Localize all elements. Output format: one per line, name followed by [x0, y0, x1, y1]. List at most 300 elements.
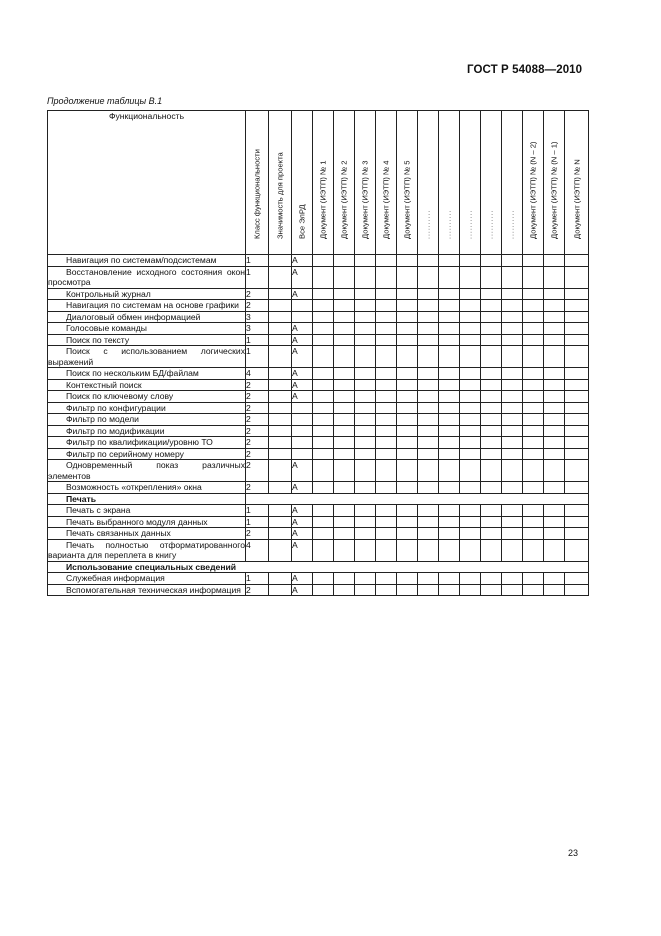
document-cell [544, 300, 565, 312]
document-cell [481, 528, 502, 540]
document-cell [439, 311, 460, 323]
document-cell [418, 323, 439, 335]
document-cell [313, 425, 334, 437]
document-cell [460, 300, 481, 312]
document-cell [502, 379, 523, 391]
functionality-cell [48, 482, 246, 494]
document-cell [439, 425, 460, 437]
document-cell [355, 573, 376, 585]
document-cell [460, 368, 481, 380]
column-header-6 [355, 111, 376, 255]
column-header-label: .......... [445, 209, 453, 239]
column-header-11 [460, 111, 481, 255]
document-cell [313, 505, 334, 517]
document-cell [481, 334, 502, 346]
document-cell [439, 414, 460, 426]
table-row [48, 334, 589, 346]
functionality-text: Фильтр по серийному номеру [66, 448, 184, 459]
document-cell [565, 528, 589, 540]
document-cell [544, 516, 565, 528]
class-cell: 3 [246, 311, 269, 323]
document-cell [439, 379, 460, 391]
all-elrd-cell [292, 425, 313, 437]
document-cell [418, 379, 439, 391]
document-cell [376, 460, 397, 482]
class-cell: 4 [246, 368, 269, 380]
document-cell [502, 448, 523, 460]
document-cell [334, 311, 355, 323]
document-cell [523, 573, 544, 585]
document-cell [397, 448, 418, 460]
column-header-label: .......... [487, 209, 495, 239]
column-header-label: .......... [508, 209, 516, 239]
functionality-text: Поиск по тексту [66, 334, 130, 345]
document-cell [418, 391, 439, 403]
document-cell [376, 288, 397, 300]
table-row [48, 414, 589, 426]
document-cell [355, 402, 376, 414]
document-cell [313, 300, 334, 312]
document-cell [355, 425, 376, 437]
document-cell [460, 391, 481, 403]
document-cell [565, 414, 589, 426]
functionality-text: Использование специальных сведений [66, 561, 237, 572]
all-elrd-cell: А [292, 266, 313, 288]
functionality-cell [48, 311, 246, 323]
column-header-4 [313, 111, 334, 255]
section-empty-cell [246, 493, 589, 505]
document-cell [481, 346, 502, 368]
column-header-10 [439, 111, 460, 255]
document-cell [376, 482, 397, 494]
document-cell [397, 460, 418, 482]
functionality-text: Печать [66, 493, 97, 504]
document-cell [502, 391, 523, 403]
all-elrd-cell: А [292, 368, 313, 380]
document-cell [376, 573, 397, 585]
all-elrd-cell: А [292, 379, 313, 391]
document-cell [313, 402, 334, 414]
document-cell [418, 425, 439, 437]
document-cell [355, 437, 376, 449]
document-cell [565, 368, 589, 380]
table-row [48, 573, 589, 585]
functionality-text: Восстановление исходного состояния окон просмотра [48, 266, 245, 287]
table-row [48, 425, 589, 437]
document-cell [397, 584, 418, 596]
document-cell [397, 437, 418, 449]
document-cell [397, 346, 418, 368]
functionality-cell [48, 584, 246, 596]
document-cell [523, 346, 544, 368]
document-cell [460, 539, 481, 561]
column-header-label: Документ (ИЭТП) № 2 [339, 160, 349, 239]
document-cell [460, 255, 481, 267]
functionality-text: Печать полностью отформатированного варианта для переплета в книгу [48, 539, 245, 560]
document-cell [523, 379, 544, 391]
all-elrd-cell: А [292, 539, 313, 561]
document-cell [523, 528, 544, 540]
document-cell [565, 300, 589, 312]
document-cell [376, 300, 397, 312]
document-cell [523, 584, 544, 596]
class-cell: 1 [246, 334, 269, 346]
class-cell: 1 [246, 516, 269, 528]
document-cell [502, 505, 523, 517]
document-cell [481, 539, 502, 561]
functionality-text: Поиск по ключевому слову [66, 391, 174, 401]
document-cell [460, 288, 481, 300]
column-header-label: Документ (ИЭТП) № (N – 2) [528, 141, 538, 239]
all-elrd-cell [292, 311, 313, 323]
document-cell [313, 460, 334, 482]
document-cell [544, 584, 565, 596]
class-cell: 2 [246, 300, 269, 312]
document-cell [376, 437, 397, 449]
document-cell [523, 414, 544, 426]
document-cell [397, 425, 418, 437]
document-cell [418, 573, 439, 585]
column-header-13 [502, 111, 523, 255]
column-header-label: Документ (ИЭТП) № N [572, 159, 581, 239]
table-row [48, 460, 589, 482]
document-cell [460, 505, 481, 517]
functionality-text: Фильтр по квалификации/уровню ТО [66, 437, 213, 447]
document-cell [565, 425, 589, 437]
document-cell [334, 539, 355, 561]
document-cell [460, 425, 481, 437]
significance-cell [269, 379, 292, 391]
document-cell [544, 288, 565, 300]
table-row [48, 528, 589, 540]
document-cell [523, 311, 544, 323]
document-cell [439, 288, 460, 300]
document-cell [565, 346, 589, 368]
functionality-cell [48, 505, 246, 517]
document-cell [355, 255, 376, 267]
document-cell [481, 425, 502, 437]
functionality-cell [48, 437, 246, 449]
column-header-functionality: Функциональность [48, 111, 246, 255]
section-row [48, 561, 589, 573]
document-cell [439, 346, 460, 368]
document-cell [397, 402, 418, 414]
document-cell [376, 379, 397, 391]
functionality-text: Поиск по нескольким БД/файлам [66, 368, 199, 378]
document-cell [397, 539, 418, 561]
document-cell [544, 346, 565, 368]
functionality-text: Навигация по системам на основе графики [66, 300, 239, 310]
document-cell [523, 448, 544, 460]
document-cell [565, 516, 589, 528]
document-cell [439, 516, 460, 528]
document-cell [313, 368, 334, 380]
all-elrd-cell [292, 448, 313, 460]
document-cell [502, 573, 523, 585]
document-cell [460, 323, 481, 335]
column-header-label: .......... [424, 209, 432, 239]
functionality-cell [48, 391, 246, 403]
document-cell [397, 311, 418, 323]
document-cell [376, 346, 397, 368]
column-header-2 [269, 111, 292, 255]
all-elrd-cell: А [292, 505, 313, 517]
document-cell [334, 425, 355, 437]
document-cell [544, 573, 565, 585]
all-elrd-cell [292, 300, 313, 312]
document-cell [439, 402, 460, 414]
table-row [48, 266, 589, 288]
document-cell [502, 288, 523, 300]
document-cell [523, 425, 544, 437]
document-cell [502, 300, 523, 312]
class-cell: 2 [246, 584, 269, 596]
document-cell [376, 414, 397, 426]
document-cell [502, 323, 523, 335]
functionality-text: Навигация по системам/подсистемам [66, 255, 217, 265]
document-cell [334, 368, 355, 380]
document-cell [460, 311, 481, 323]
document-cell [313, 288, 334, 300]
significance-cell [269, 516, 292, 528]
class-cell: 3 [246, 323, 269, 335]
functionality-cell [48, 561, 589, 573]
document-cell [418, 437, 439, 449]
document-cell [355, 311, 376, 323]
significance-cell [269, 266, 292, 288]
document-cell [565, 448, 589, 460]
document-cell [523, 437, 544, 449]
column-header-14 [523, 111, 544, 255]
standard-number: ГОСТ Р 54088—2010 [467, 64, 583, 76]
column-header-label: Документ (ИЭТП) № 4 [381, 160, 391, 239]
significance-cell [269, 402, 292, 414]
functionality-text: Печать связанных данных [66, 528, 171, 538]
table-row [48, 311, 589, 323]
document-cell [460, 516, 481, 528]
significance-cell [269, 482, 292, 494]
functionality-cell [48, 346, 246, 368]
document-cell [481, 311, 502, 323]
significance-cell [269, 334, 292, 346]
document-cell [376, 584, 397, 596]
document-cell [565, 482, 589, 494]
document-cell [397, 300, 418, 312]
document-cell [355, 505, 376, 517]
document-cell [313, 448, 334, 460]
document-cell [460, 379, 481, 391]
document-cell [313, 255, 334, 267]
document-cell [523, 391, 544, 403]
functionality-cell [48, 379, 246, 391]
document-cell [481, 300, 502, 312]
document-cell [418, 311, 439, 323]
document-cell [334, 334, 355, 346]
document-cell [460, 346, 481, 368]
document-cell [313, 437, 334, 449]
functionality-cell [48, 460, 246, 482]
document-cell [355, 323, 376, 335]
document-cell [418, 528, 439, 540]
table-row [48, 516, 589, 528]
document-cell [334, 255, 355, 267]
document-cell [418, 460, 439, 482]
all-elrd-cell: А [292, 516, 313, 528]
functionality-cell [48, 516, 246, 528]
functionality-text: Возможность «открепления» окна [66, 482, 202, 492]
document-cell [418, 300, 439, 312]
table-row [48, 482, 589, 494]
document-cell [397, 482, 418, 494]
document-cell [376, 323, 397, 335]
document-cell [481, 437, 502, 449]
document-cell [397, 255, 418, 267]
class-cell: 2 [246, 391, 269, 403]
document-cell [460, 437, 481, 449]
document-cell [376, 402, 397, 414]
class-cell: 2 [246, 448, 269, 460]
document-cell [334, 584, 355, 596]
document-cell [313, 584, 334, 596]
functionality-text: Поиск с использованием логических выражений [48, 346, 245, 367]
document-cell [565, 505, 589, 517]
document-cell [502, 425, 523, 437]
document-cell [523, 323, 544, 335]
column-header-5 [334, 111, 355, 255]
class-cell: 2 [246, 288, 269, 300]
document-cell [397, 288, 418, 300]
column-header-label: Документ (ИЭТП) № 3 [360, 160, 370, 239]
document-cell [460, 266, 481, 288]
document-cell [376, 334, 397, 346]
document-cell [439, 482, 460, 494]
document-cell [565, 379, 589, 391]
document-cell [481, 414, 502, 426]
document-cell [334, 300, 355, 312]
document-cell [544, 460, 565, 482]
functionality-cell [48, 402, 246, 414]
document-cell [523, 368, 544, 380]
all-elrd-cell [292, 437, 313, 449]
significance-cell [269, 391, 292, 403]
document-cell [439, 448, 460, 460]
document-cell [313, 311, 334, 323]
functionality-cell [48, 573, 246, 585]
document-cell [565, 584, 589, 596]
document-cell [565, 288, 589, 300]
document-cell [502, 516, 523, 528]
document-cell [439, 528, 460, 540]
document-cell [565, 323, 589, 335]
document-cell [439, 323, 460, 335]
document-cell [502, 482, 523, 494]
document-cell [439, 584, 460, 596]
document-cell [376, 266, 397, 288]
functionality-text: Печать с экрана [66, 505, 131, 515]
document-cell [439, 437, 460, 449]
document-cell [565, 255, 589, 267]
functionality-cell [48, 414, 246, 426]
document-cell [460, 584, 481, 596]
significance-cell [269, 368, 292, 380]
document-cell [544, 414, 565, 426]
document-cell [376, 255, 397, 267]
document-cell [355, 300, 376, 312]
document-cell [313, 516, 334, 528]
column-header-7 [376, 111, 397, 255]
document-cell [355, 528, 376, 540]
document-cell [418, 255, 439, 267]
table-row [48, 346, 589, 368]
document-cell [502, 584, 523, 596]
document-cell [565, 266, 589, 288]
column-header-label: Документ (ИЭТП) № (N – 1) [549, 141, 559, 239]
document-cell [313, 346, 334, 368]
document-cell [355, 379, 376, 391]
document-cell [481, 368, 502, 380]
document-cell [397, 266, 418, 288]
significance-cell [269, 414, 292, 426]
document-cell [481, 323, 502, 335]
document-cell [313, 539, 334, 561]
all-elrd-cell: А [292, 482, 313, 494]
functionality-cell [48, 368, 246, 380]
significance-cell [269, 460, 292, 482]
column-header-8 [397, 111, 418, 255]
document-cell [334, 379, 355, 391]
document-cell [544, 437, 565, 449]
table-row [48, 437, 589, 449]
table-row [48, 391, 589, 403]
document-cell [355, 266, 376, 288]
document-cell [376, 425, 397, 437]
document-cell [334, 448, 355, 460]
document-cell [418, 402, 439, 414]
document-cell [334, 391, 355, 403]
document-cell [355, 368, 376, 380]
document-cell [481, 266, 502, 288]
document-cell [481, 516, 502, 528]
document-cell [334, 288, 355, 300]
document-cell [544, 482, 565, 494]
document-cell [502, 346, 523, 368]
table-continuation-caption: Продолжение таблицы В.1 [47, 96, 163, 106]
document-cell [502, 266, 523, 288]
document-cell [481, 402, 502, 414]
all-elrd-cell: А [292, 255, 313, 267]
document-cell [481, 584, 502, 596]
document-cell [334, 573, 355, 585]
document-cell [481, 255, 502, 267]
document-cell [397, 414, 418, 426]
document-cell [418, 368, 439, 380]
document-cell [418, 448, 439, 460]
functionality-cell [48, 300, 246, 312]
document-cell [418, 516, 439, 528]
functionality-table [47, 110, 589, 596]
document-cell [460, 334, 481, 346]
functionality-text: Служебная информация [66, 573, 165, 583]
document-cell [544, 539, 565, 561]
all-elrd-cell: А [292, 323, 313, 335]
document-cell [376, 505, 397, 517]
document-cell [376, 311, 397, 323]
document-cell [397, 516, 418, 528]
document-cell [355, 391, 376, 403]
section-row [48, 493, 589, 505]
column-header-9 [418, 111, 439, 255]
document-cell [523, 402, 544, 414]
